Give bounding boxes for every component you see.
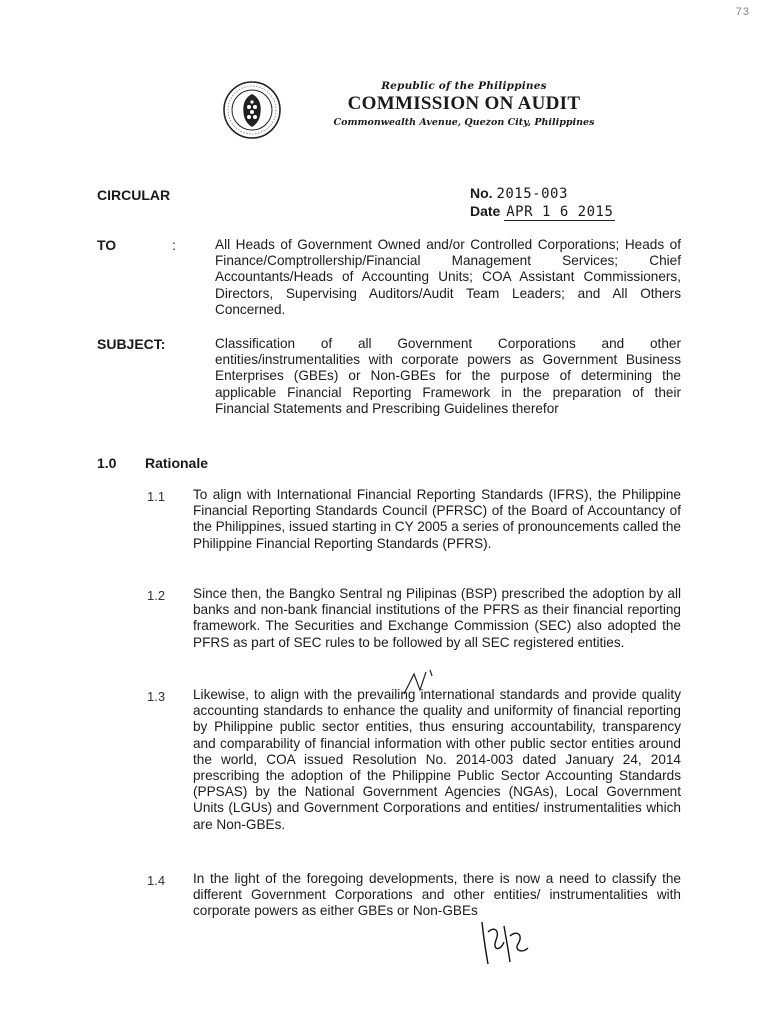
paragraph-text: In the light of the foregoing developments, there is now a need to classify the different Government Corporations and other entities/ instrumentalities with corporate powers as either GBEs or Non-GBEs bbox=[193, 871, 681, 919]
to-recipients: All Heads of Government Owned and/or Controlled Corporations; Heads of Finance/Comptrollership/Financial Management Services; Chief Accountants/Heads of Accounting Units; COA Assistant Commissioners, Directors, Supervising Auditors/Audit Team Leaders; and All Others Concerned. bbox=[215, 237, 681, 317]
circular-date-row bbox=[470, 203, 615, 221]
circular-number-block bbox=[470, 185, 615, 221]
section-number: 1.0 bbox=[97, 455, 117, 471]
circular-number-row bbox=[470, 185, 615, 203]
republic-line: Republic of the Philippines bbox=[381, 80, 547, 92]
paragraph-number: 1.1 bbox=[147, 489, 166, 504]
to-colon: : bbox=[172, 237, 176, 253]
coa-seal-icon bbox=[222, 80, 282, 140]
agency-name: COMMISSION ON AUDIT bbox=[347, 93, 581, 114]
paragraph-number: 1.4 bbox=[147, 873, 166, 888]
circular-label: CIRCULAR bbox=[97, 187, 171, 203]
paragraph-text: To align with International Financial Reporting Standards (IFRS), the Philippine Financial Reporting Standards Council (PFRSC) of the Board of Accountancy of the Philippines, issued starting in CY 2005 a series of pronouncements called the Philippine Financial Reporting Standards (PFRS). bbox=[193, 487, 681, 551]
circular-number-value: 2015-003 bbox=[496, 186, 568, 202]
circular-date-stamp: APR 1 6 2015 bbox=[506, 204, 614, 220]
subject-text: Classification of all Government Corporations and other entities/instrumentalities with corporate powers as Government Business Enterprises (GBEs) or Non-GBEs for the purpose of determining the applicable Financial Reporting Framework in the preparation of their Financial Statements and Prescribing Guidelines therefor bbox=[215, 336, 681, 416]
to-label: TO bbox=[97, 237, 117, 253]
handwritten-correction-mark bbox=[400, 668, 450, 698]
subject-label: SUBJECT: bbox=[97, 336, 166, 352]
paragraph-number: 1.3 bbox=[147, 689, 166, 704]
circular-date-label: Date bbox=[470, 203, 501, 219]
paragraph-text: Likewise, to align with the prevailing international standards and provide quality accounting standards to enhance the quality and uniformity of financial reporting by Philippine public sector entities, thus ensuring accountability, transparency and comparability of financial information with other public sector entities around the world, COA issued Resolution No. 2014-003 dated January 24, 2014 prescribing the adoption of the Philippine Public Sector Accounting Standards (PPSAS) by the National Government Agencies (NGAs), Local Government Units (LGUs) and Government Corporations and entities/ instrumentalities which are Non-GBEs. bbox=[193, 687, 681, 832]
letterhead bbox=[222, 72, 642, 142]
initials-signature-icon bbox=[470, 912, 540, 972]
circular-number-label: No. bbox=[470, 185, 493, 201]
page-corner-mark: 73 bbox=[735, 6, 750, 18]
agency-address: Commonwealth Avenue, Quezon City, Philippines bbox=[333, 117, 595, 128]
letterhead-text bbox=[304, 80, 624, 128]
paragraph-number: 1.2 bbox=[147, 588, 166, 603]
paragraph-text: Since then, the Bangko Sentral ng Pilipinas (BSP) prescribed the adoption by all banks and non-bank financial institutions of the PFRS as their financial reporting framework. The Securities and Exchange Commission (SEC) also adopted the PFRS as part of SEC rules to be followed by all SEC registered entities. bbox=[193, 586, 681, 650]
section-title: Rationale bbox=[145, 455, 209, 471]
